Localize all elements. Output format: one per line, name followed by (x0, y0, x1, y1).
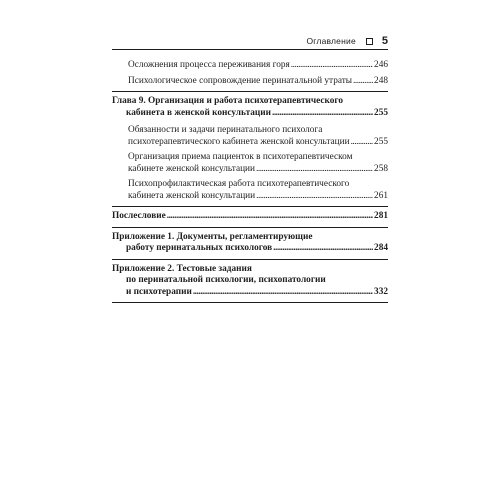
toc-entry[interactable]: Обязанности и задачи перинатального психолога психотерапевтического кабинета женской консультации . . . 255 (112, 125, 388, 148)
toc-page: 255 (374, 136, 388, 147)
toc-chapter[interactable]: Приложение 1. Документы, регламентирующие работу перинатальных психологов . . . 284 (112, 232, 388, 255)
toc-page: 246 (374, 60, 388, 70)
toc-chapter[interactable]: Послесловие . . . 281 (112, 211, 388, 223)
toc-entry[interactable]: Осложнения процесса переживания горя . . . 246 (112, 60, 388, 72)
toc-page: 261 (374, 190, 388, 201)
section-divider (112, 227, 388, 228)
running-header (306, 35, 388, 47)
toc-page: 258 (374, 163, 388, 174)
toc-chapter[interactable]: Приложение 2. Тестовые задания по перинатальной психологии, психопатологии и психотерапии . . . 332 (112, 264, 388, 299)
section-divider (112, 206, 388, 207)
square-bullet-icon (366, 38, 373, 45)
toc-page: 281 (374, 211, 388, 221)
toc-entry[interactable]: Психопрофилактическая работа психотерапевтического кабинета женской консультации . . . 261 (112, 179, 388, 202)
toc-entry[interactable]: Организация приема пациенток в психотерапевтическом кабинете женской консультации . . . 258 (112, 152, 388, 175)
section-divider (112, 302, 388, 303)
table-of-contents (112, 51, 388, 307)
header-title: Оглавление (306, 36, 356, 46)
toc-entry[interactable]: Психологическое сопровождение перинатальной утраты . . . 248 (112, 76, 388, 88)
toc-page: 284 (374, 243, 388, 253)
page-number: 5 (381, 35, 388, 47)
toc-page: 255 (374, 107, 388, 118)
toc-page: 332 (374, 286, 388, 297)
toc-chapter[interactable]: Глава 9. Организация и работа психотерапевтического кабинета в женской консультации . . . 255 (112, 96, 388, 119)
section-divider (112, 259, 388, 260)
section-divider (112, 91, 388, 92)
toc-page: 248 (374, 75, 388, 86)
header-rule (112, 49, 388, 50)
